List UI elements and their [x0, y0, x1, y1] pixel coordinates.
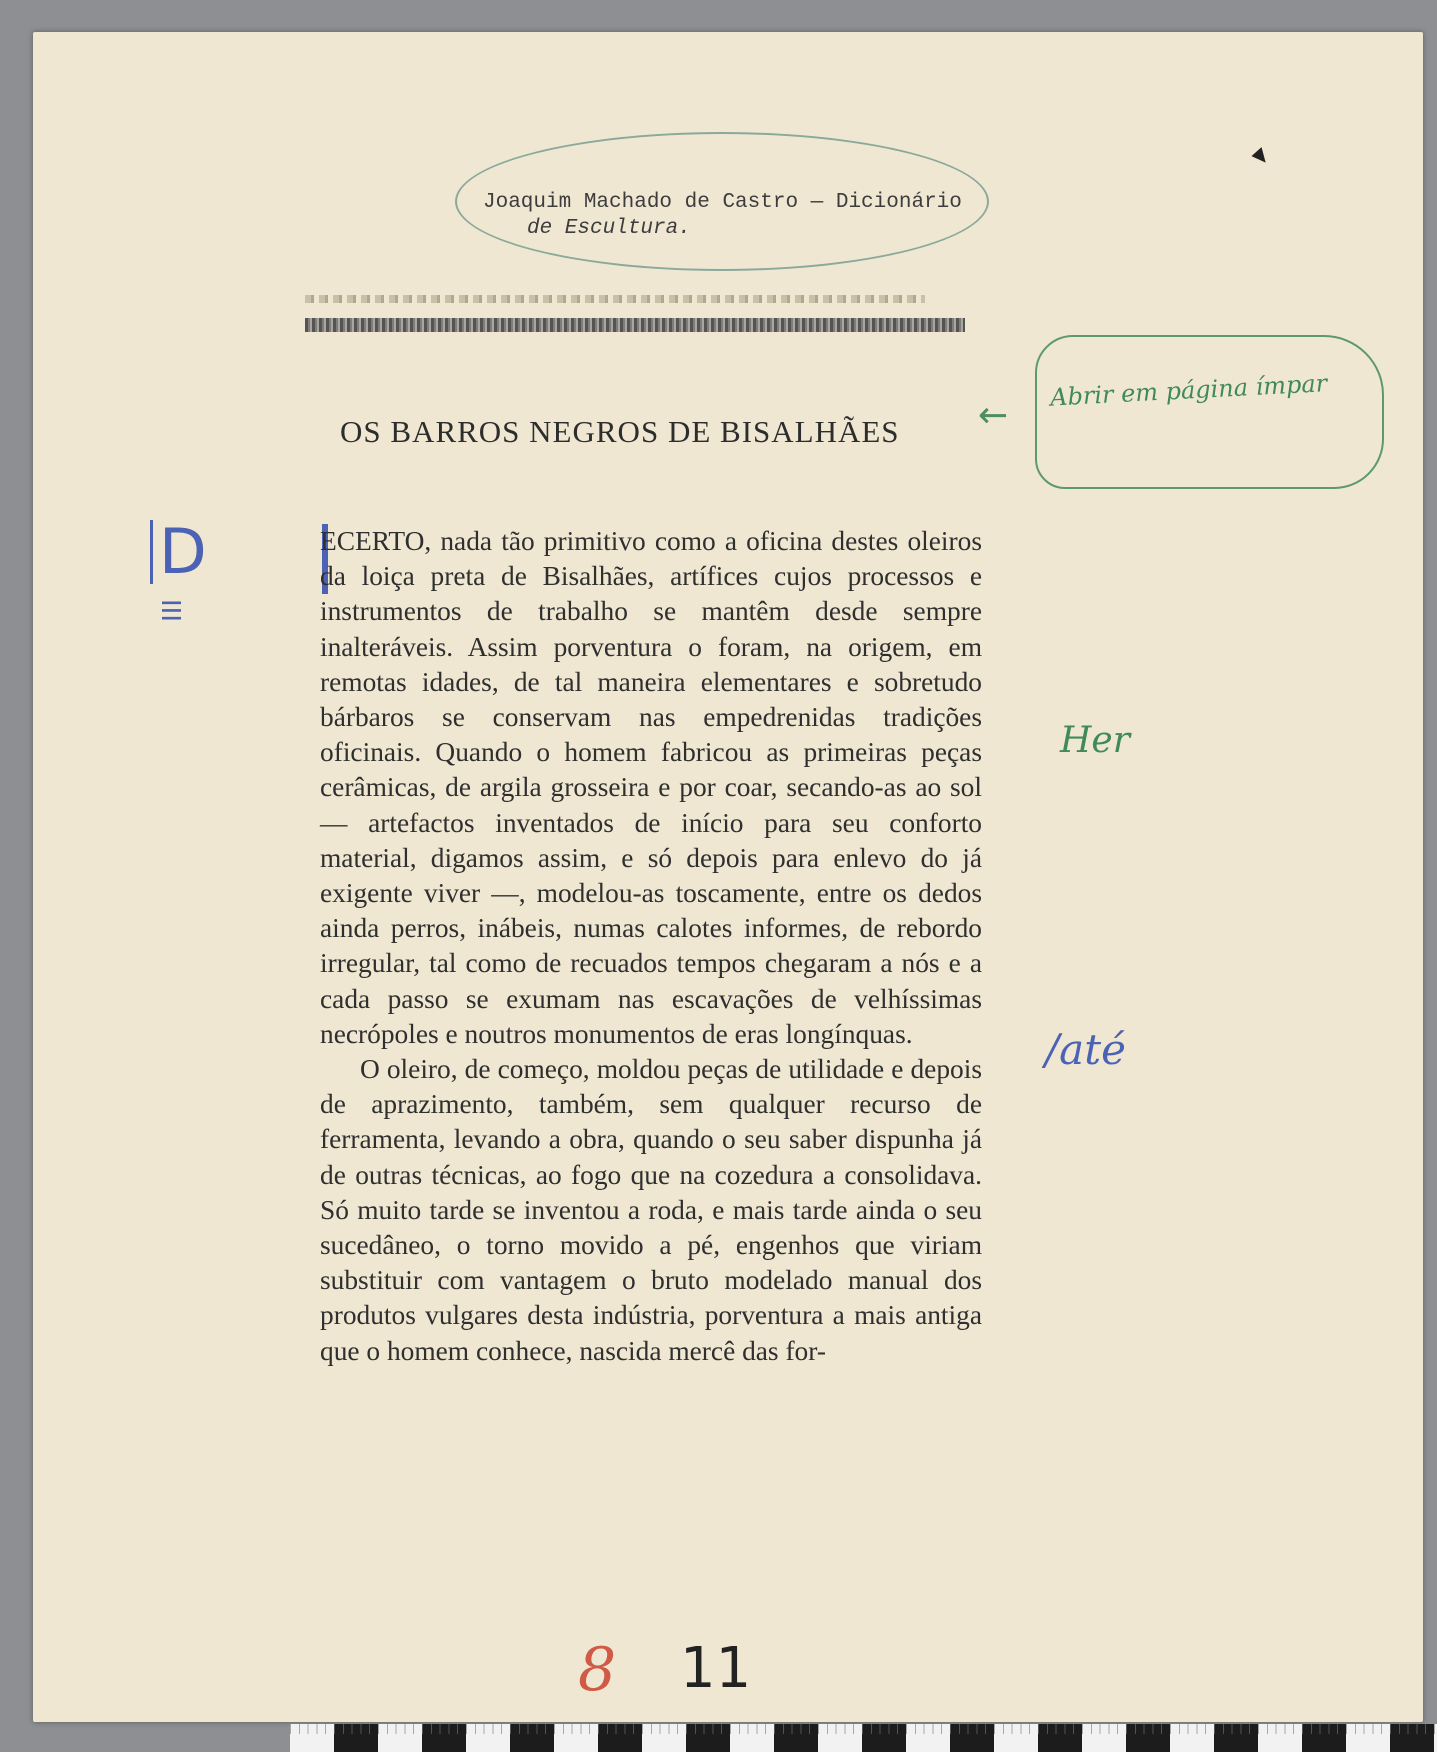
faded-rule — [305, 295, 925, 303]
arrow-left-icon: ← — [978, 395, 1009, 436]
margin-note-ate: /até — [1045, 1025, 1126, 1074]
paragraph-2: O oleiro, de começo, moldou peças de utilidade e depois de aprazimento, também, sem qualquer recurso de ferramenta, levando a obra, quando o seu saber dispunha já de outras técnicas, ao fogo que na cozedura a consolidava. Só muito tarde se inventou a roda, e mais tarde ainda o seu sucedâneo, o torno movido a pé, engenhos que viriam substituir com vantagem o bruto modelado manual dos produtos vulgares desta indústria, porventura a mais antiga que o homem conhece, nascida mercê das for- — [320, 1054, 982, 1366]
margin-mark-sub: III — [155, 599, 185, 623]
reference-stamp — [483, 190, 1003, 242]
handwritten-note-outline — [1035, 335, 1384, 489]
scale-ruler-ticks — [290, 1724, 1437, 1734]
body-text — [320, 524, 982, 1369]
page-number: 11 — [680, 1636, 752, 1701]
printed-rule — [305, 318, 965, 332]
red-page-mark: 8 — [578, 1635, 617, 1705]
handwritten-note: Abrir em página ímpar — [1049, 369, 1328, 412]
margin-note-her: Her — [1060, 720, 1130, 761]
stamp-line-2: de Escultura. — [527, 217, 691, 240]
paragraph-1: ECERTO, nada tão primitivo como a oficina destes oleiros da loiça preta de Bisalhães, artífices cujos processos e instrumentos de trabalho se mantêm desde sempre inalteráveis. Assim porventura o foram, na origem, em remotas idades, de tal maneira elementares e sobretudo bárbaros se conservam nas empedrenidas tradições oficinais. Quando o homem fabricou as primeiras peças cerâmicas, de argila grosseira e por coar, secando-as ao sol — artefactos inventados de início para seu conforto material, digamos assim, e só depois para enlevo do já exigente viver —, modelou-as toscamente, entre os dedos ainda perros, inábeis, numas calotes informes, de rebordo irregular, tal como de recuados tempos chegaram a nós e a cada passo se exumam nas escavações de velhíssimas necrópoles e noutros monumentos de eras longínquas. — [320, 526, 982, 1049]
margin-mark — [150, 515, 210, 640]
stamp-line-1: Joaquim Machado de Castro — Dicionário — [483, 191, 962, 214]
margin-mark-letter: D — [150, 520, 210, 584]
chapter-title: OS BARROS NEGROS DE BISALHÃES — [340, 414, 900, 449]
